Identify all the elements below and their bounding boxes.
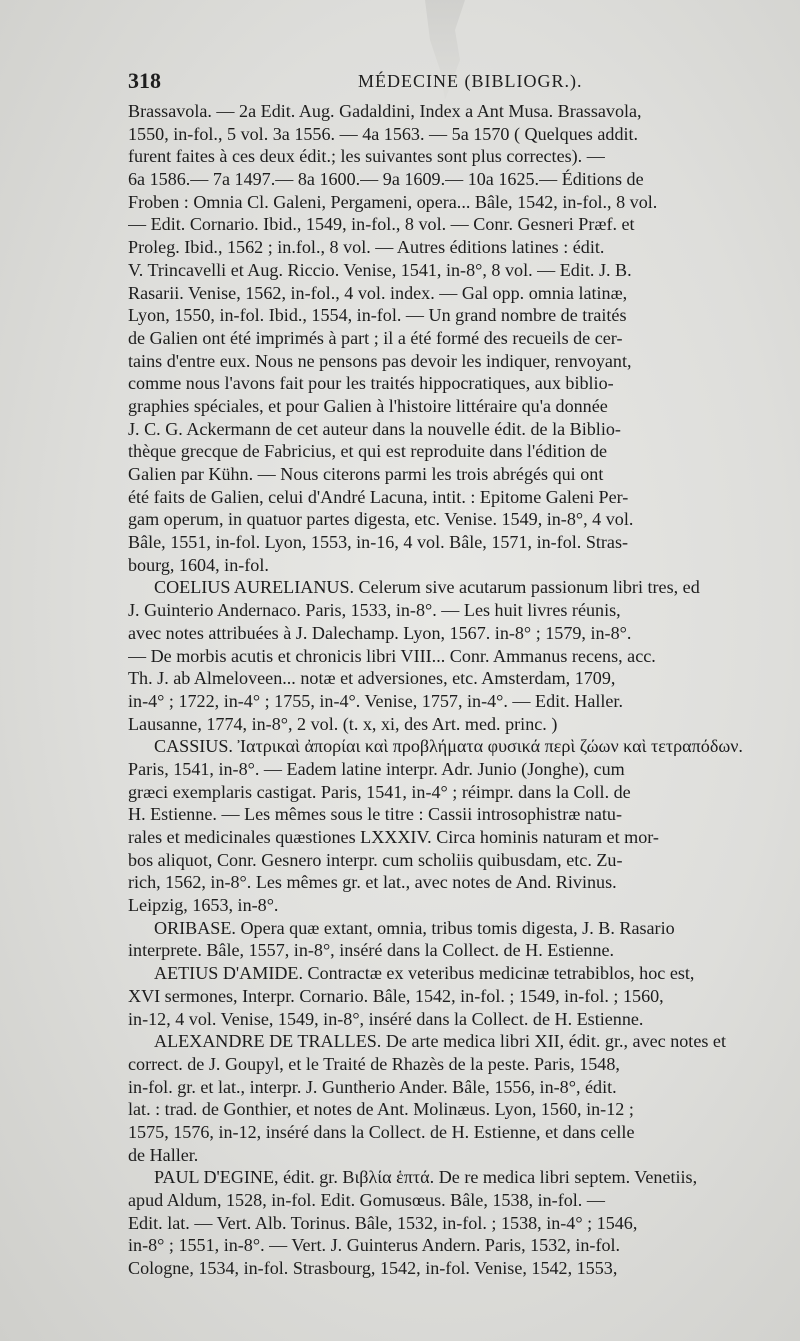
text-line: in-fol. gr. et lat., interpr. J. Guntherio Ander. Bâle, 1556, in-8°, édit. (128, 1076, 617, 1097)
text-line: J. C. G. Ackermann de cet auteur dans la nouvelle édit. de la Biblio- (128, 418, 621, 439)
text-line: rales et medicinales quæstiones LXXXIV. Circa hominis naturam et mor- (128, 827, 659, 847)
text-line: J. Guinterio Andernaco. Paris, 1533, in-8°. — Les huit livres réunis, (128, 600, 621, 621)
text-line: in-8° ; 1551, in-8°. — Vert. J. Guinterus Andern. Paris, 1532, in-fol. (128, 1235, 621, 1256)
text-line: Galien par Kühn. — Nous citerons parmi les trois abrégés qui ont (128, 464, 604, 484)
text-line: Cologne, 1534, in-fol. Strasbourg, 1542, in-fol. Venise, 1542, 1553, (128, 1258, 618, 1279)
text-line: de Galien ont été imprimés à part ; il a été formé des recueils de cer- (128, 327, 623, 348)
text-line: ORIBASE. Opera quæ extant, omnia, tribus tomis digesta, J. B. Rasario (154, 917, 675, 938)
text-line: rich, 1562, in-8°. Les mêmes gr. et lat., avec notes de And. Rivinus. (128, 872, 617, 893)
text-line: Paris, 1541, in-8°. — Eadem latine interpr. Adr. Junio (Jonghe), cum (128, 758, 625, 779)
text-line: COELIUS AURELIANUS. Celerum sive acutarum passionum libri tres, ed (154, 577, 700, 598)
text-line: 1575, 1576, in-12, inséré dans la Collect. de H. Estienne, et dans celle (128, 1121, 635, 1142)
text-line: græci exemplaris castigat. Paris, 1541, in-4° ; réimpr. dans la Coll. de (128, 781, 631, 802)
text-line: 1550, in-fol., 5 vol. 3a 1556. — 4a 1563. — 5a 1570 ( Quelques addit. (128, 123, 639, 144)
page-number: 318 (128, 68, 161, 93)
text-line: Bâle, 1551, in-fol. Lyon, 1553, in-16, 4 vol. Bâle, 1571, in-fol. Stras- (128, 532, 629, 553)
text-line: lat. : trad. de Gonthier, et notes de Ant. Molinæus. Lyon, 1560, in-12 ; (128, 1099, 634, 1120)
text-line: Brassavola. — 2a Edit. Aug. Gadaldini, Index a Ant Musa. Brassavola, (128, 101, 642, 121)
text-line: bos aliquot, Conr. Gesnero interpr. cum scholiis quibusdam, etc. Zu- (128, 849, 623, 870)
text-line: Th. J. ab Almeloveen... notæ et adversiones, etc. Amsterdam, 1709, (128, 668, 616, 689)
text-line: tains d'entre eux. Nous ne pensons pas devoir les indiquer, renvoyant, (128, 350, 632, 371)
text-line: comme nous l'avons fait pour les traités hippocratiques, aux biblio- (128, 373, 614, 394)
text-line: été faits de Galien, celui d'André Lacuna, intit. : Epitome Galeni Per- (128, 486, 629, 507)
text-line: XVI sermones, Interpr. Cornario. Bâle, 1542, in-fol. ; 1549, in-fol. ; 1560, (128, 985, 664, 1006)
text-line: furent faites à ces deux édit.; les suivantes sont plus correctes). — (128, 146, 605, 167)
text-line: Leipzig, 1653, in-8°. (128, 895, 279, 916)
text-line: correct. de J. Goupyl, et le Traité de Rhazès de la peste. Paris, 1548, (128, 1053, 620, 1074)
text-line: CASSIUS. Ἰατρικαὶ ἀπορίαι καὶ προβλήματα φυσικά περὶ ζώων καὶ τετραπόδων. (154, 736, 743, 757)
text-line: Lyon, 1550, in-fol. Ibid., 1554, in-fol. — Un grand nombre de traités (128, 305, 627, 326)
text-line: H. Estienne. — Les mêmes sous le titre : Cassii introsophistræ natu- (128, 804, 622, 825)
text-line: apud Aldum, 1528, in-fol. Edit. Gomusœus. Bâle, 1538, in-fol. — (128, 1190, 605, 1210)
body-text (128, 100, 792, 1280)
text-line: ALEXANDRE DE TRALLES. De arte medica libri XII, édit. gr., avec notes et (154, 1031, 726, 1052)
text-line: 6a 1586.— 7a 1497.— 8a 1600.— 9a 1609.— 10a 1625.— Éditions de (128, 169, 644, 190)
running-head: MÉDECINE (BIBLIOGR.). (358, 71, 583, 91)
text-line: thèque grecque de Fabricius, et qui est reproduite dans l'édition de (128, 441, 608, 462)
text-line: — De morbis acutis et chronicis libri VIII... Conr. Ammanus recens, acc. (128, 645, 656, 666)
text-line: Rasarii. Venise, 1562, in-fol., 4 vol. index. — Gal opp. omnia latinæ, (128, 282, 628, 303)
text-line: — Edit. Cornario. Ibid., 1549, in-fol., 8 vol. — Conr. Gesneri Præf. et (128, 214, 635, 235)
text-line: Froben : Omnia Cl. Galeni, Pergameni, opera... Bâle, 1542, in-fol., 8 vol. (128, 191, 658, 212)
text-line: in-12, 4 vol. Venise, 1549, in-8°, inséré dans la Collect. de H. Estienne. (128, 1008, 644, 1029)
page-header (128, 68, 778, 98)
text-line: bourg, 1604, in-fol. (128, 554, 269, 575)
text-line: V. Trincavelli et Aug. Riccio. Venise, 1541, in-8°, 8 vol. — Edit. J. B. (128, 259, 632, 280)
text-line: de Haller. (128, 1144, 199, 1165)
text-line: AETIUS D'AMIDE. Contractæ ex veteribus medicinæ tetrabiblos, hoc est, (154, 963, 695, 984)
text-line: graphies spéciales, et pour Galien à l'histoire littéraire qu'a donnée (128, 395, 608, 416)
text-line: Lausanne, 1774, in-8°, 2 vol. (t. x, xi, des Art. med. princ. ) (128, 713, 558, 734)
text-line: in-4° ; 1722, in-4° ; 1755, in-4°. Venise, 1757, in-4°. — Edit. Haller. (128, 690, 623, 711)
text-line: avec notes attribuées à J. Dalechamp. Lyon, 1567. in-8° ; 1579, in-8°. (128, 622, 632, 643)
text-line: Proleg. Ibid., 1562 ; in.fol., 8 vol. — Autres éditions latines : édit. (128, 237, 605, 258)
text-line: PAUL D'EGINE, édit. gr. Βιβλία ἑπτά. De re medica libri septem. Venetiis, (154, 1167, 698, 1188)
text-line: gam operum, in quatuor partes digesta, etc. Venise. 1549, in-8°, 4 vol. (128, 509, 634, 530)
text-line: Edit. lat. — Vert. Alb. Torinus. Bâle, 1532, in-fol. ; 1538, in-4° ; 1546, (128, 1212, 638, 1233)
text-line: interprete. Bâle, 1557, in-8°, inséré dans la Collect. de H. Estienne. (128, 940, 615, 961)
